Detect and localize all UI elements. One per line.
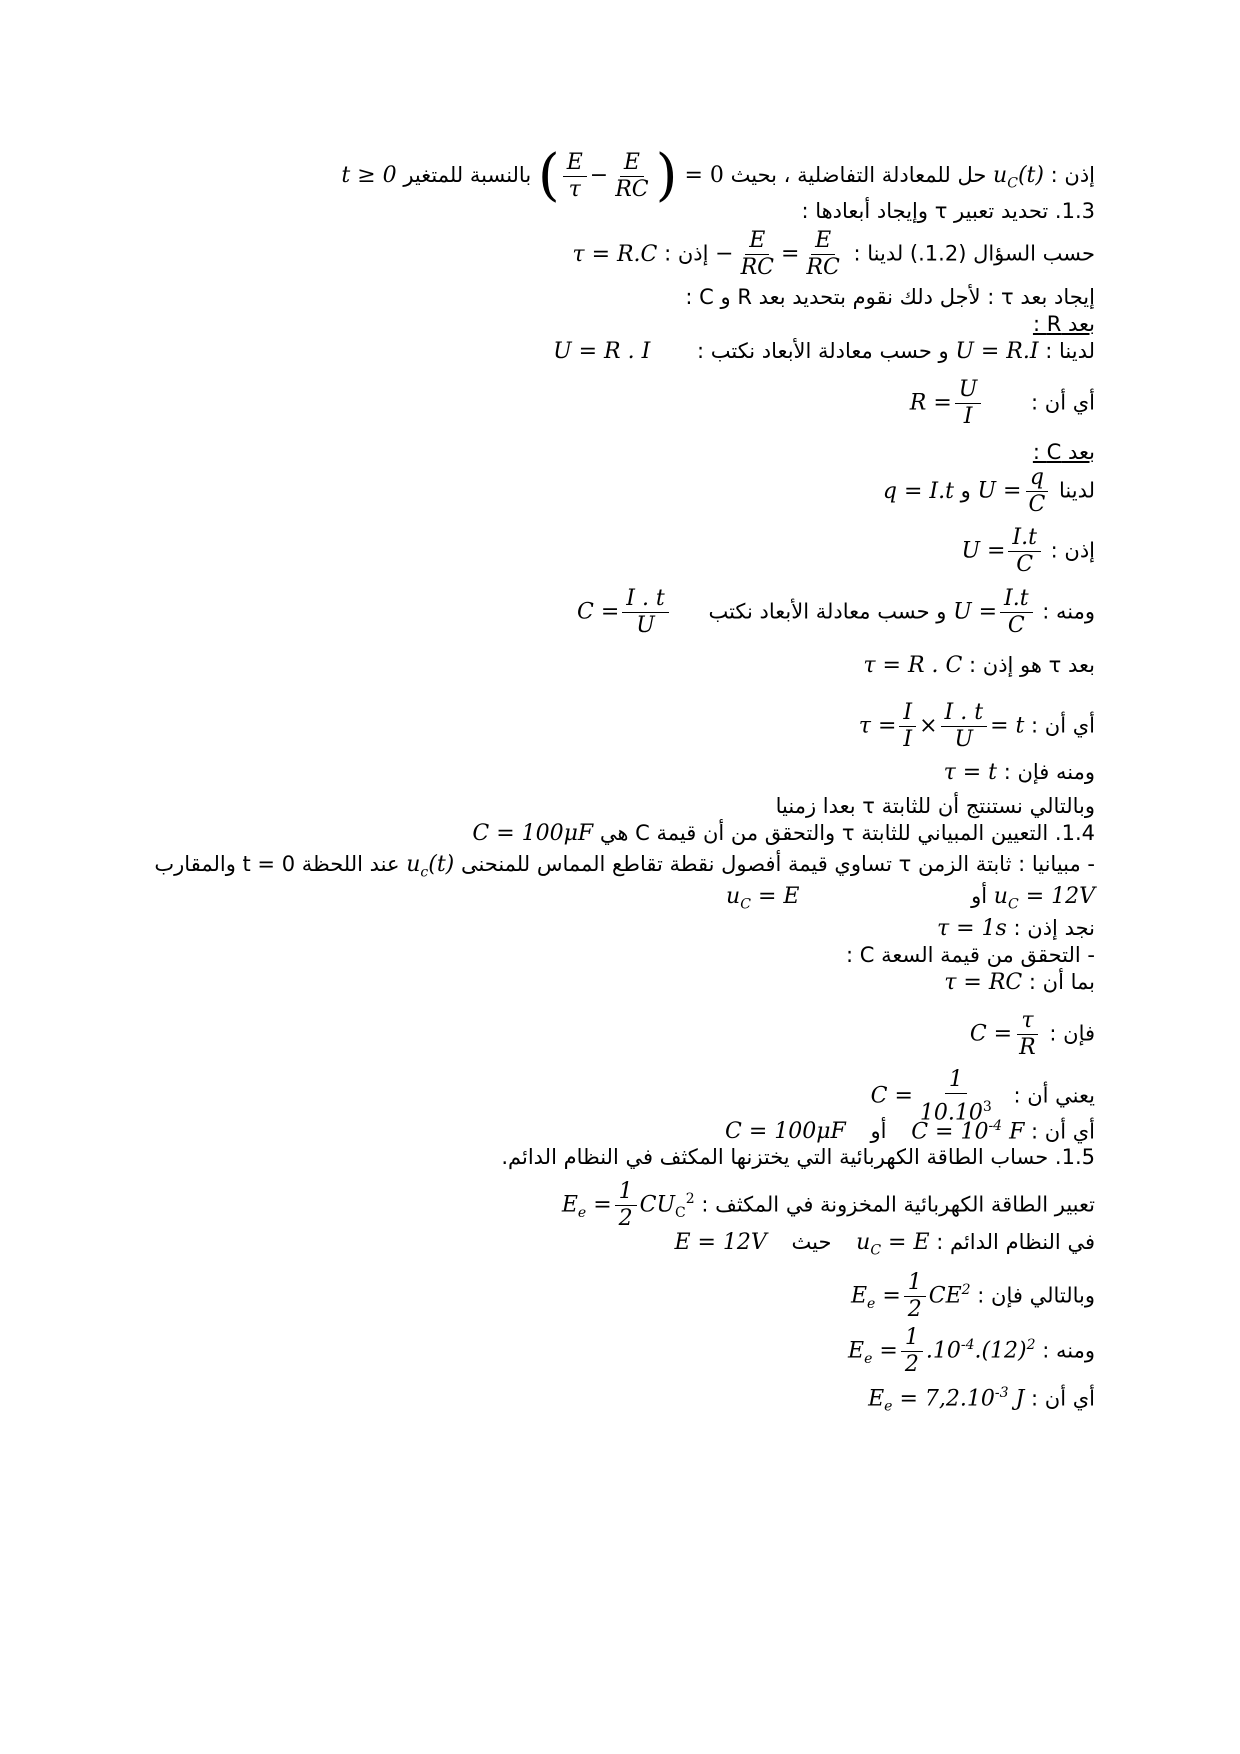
equation-zero: ( $\frac{E}{\tau}$ − $\frac{E}{RC}$ ) = 0 bbox=[537, 143, 724, 208]
uc-t: $u_C(t)$ bbox=[993, 163, 1044, 192]
text: - مبيانيا : ثابتة الزمن τ تساوي قيمة أفصول نقطة تقاطع المماس للمنحنى bbox=[460, 852, 1095, 876]
equation: C = $\frac{I . t}{U}$ bbox=[577, 586, 672, 639]
text: أو bbox=[971, 884, 988, 908]
equation: U = $\frac{I.t}{C}$ bbox=[953, 586, 1036, 639]
equation: C = 100μF bbox=[472, 821, 594, 846]
text: في النظام الدائم : bbox=[936, 1230, 1095, 1254]
text: إذن : bbox=[1050, 163, 1095, 187]
equation: q = I.t bbox=[882, 478, 954, 504]
text: بالنسبة للمتغير bbox=[403, 163, 532, 187]
text: 1.4. التعيين المبياني للثابتة τ والتحقق من أن قيمة C هي bbox=[599, 821, 1095, 845]
text: و bbox=[960, 478, 971, 503]
text: لدينا : bbox=[1045, 339, 1095, 363]
line-u-ri bbox=[553, 337, 1095, 366]
line-r-u-i bbox=[910, 377, 1095, 430]
line-u-q-c bbox=[883, 465, 1095, 518]
line-tau-dim bbox=[863, 651, 1095, 680]
line-energy-result bbox=[868, 1379, 1095, 1421]
line-energy-ce2 bbox=[851, 1270, 1095, 1323]
equation: $E_e = 7,2.10^{-3}$ J bbox=[868, 1385, 1025, 1415]
line-tau-value bbox=[937, 914, 1095, 943]
equation: $u_C = E$ bbox=[726, 884, 800, 913]
tau-equation: τ = R.C bbox=[572, 241, 658, 267]
text: لدينا bbox=[1058, 478, 1095, 503]
line-conclusion-time: وبالتالي نستنتج أن للثابتة τ بعدا زمنيا bbox=[775, 794, 1095, 818]
text: وبالتالي فإن : bbox=[977, 1283, 1095, 1308]
text: أي أن : bbox=[1031, 713, 1095, 738]
heading-dim-c: بعد C : bbox=[1032, 440, 1095, 464]
equation: τ = t bbox=[943, 760, 998, 785]
line-tau-rc bbox=[572, 228, 1095, 281]
equation: τ = RC bbox=[944, 970, 1023, 995]
line-asymptote bbox=[726, 882, 1095, 918]
equation: C = $\frac{1}{10.10^3}$ bbox=[870, 1067, 992, 1126]
equation: − $\frac{E}{RC}$ = $\frac{E}{RC}$ bbox=[715, 228, 840, 280]
equation: $E_e$ = $\frac{1}{2}$ $.10^{-4}.(12)^2$ bbox=[848, 1325, 1036, 1377]
line-c-result bbox=[725, 1112, 1095, 1146]
text: بما أن : bbox=[1028, 970, 1095, 994]
text: يعني أن : bbox=[1013, 1083, 1095, 1108]
equation: $E_e$ = $\frac{1}{2}$ $CU_C^2$ bbox=[561, 1179, 695, 1231]
section-heading-1-5: 1.5. حساب الطاقة الكهربائية التي يختزنها المكثف في النظام الدائم. bbox=[501, 1145, 1095, 1169]
section-heading-1-3: 1.3. تحديد تعبير τ وإيجاد أبعادها : bbox=[801, 199, 1095, 223]
text: أي أن : bbox=[1031, 1386, 1095, 1411]
line-tau-rc-2 bbox=[944, 968, 1095, 997]
equation: E = 12V bbox=[674, 1230, 767, 1255]
line-tau-t bbox=[944, 758, 1095, 787]
equation: $C = 10^{-4}$ F bbox=[911, 1118, 1025, 1145]
equation: U = $\frac{q}{C}$ bbox=[977, 465, 1052, 518]
equation: $E_e$ = $\frac{1}{2}$ $CE^2$ bbox=[850, 1270, 971, 1322]
text: ومنه فإن : bbox=[1003, 760, 1095, 784]
line-verify-c: - التحقق من قيمة السعة C : bbox=[845, 943, 1095, 967]
line-steady-state bbox=[674, 1228, 1095, 1264]
equation: C = $\frac{\tau}{R}$ bbox=[969, 1008, 1036, 1060]
text: إذن : bbox=[1050, 538, 1095, 563]
line-energy-expression bbox=[562, 1179, 1095, 1232]
equation: τ = R . C bbox=[863, 653, 963, 678]
line-c-tau-r bbox=[970, 1008, 1095, 1061]
text: نجد إذن : bbox=[1013, 916, 1095, 940]
equation: $u_C = 12V$ bbox=[993, 884, 1095, 913]
text: تعبير الطاقة الكهربائية المخزونة في المكثف : bbox=[701, 1192, 1095, 1217]
text: إذن : bbox=[664, 241, 709, 266]
line-dimension: إيجاد بعد τ : لأجل دلك نقوم بتحديد بعد R و C : bbox=[685, 285, 1095, 309]
t-condition: t ≥ 0 bbox=[341, 163, 397, 188]
line-tau-product bbox=[859, 700, 1095, 753]
uc-t: $u_c(t)$ bbox=[406, 852, 455, 881]
heading-dim-r: بعد R : bbox=[1032, 312, 1095, 336]
equation: U = R . I bbox=[553, 339, 651, 364]
text: فإن : bbox=[1049, 1021, 1095, 1046]
equation: U = $\frac{I.t}{C}$ bbox=[961, 525, 1044, 578]
line-energy-numeric bbox=[848, 1325, 1095, 1378]
section-heading-1-4 bbox=[472, 819, 1095, 848]
text: و حسب معادلة الأبعاد نكتب : bbox=[696, 339, 949, 363]
line-c-it-u bbox=[577, 586, 1095, 639]
text: ومنه : bbox=[1042, 1338, 1095, 1363]
text: أي أن : bbox=[1031, 390, 1095, 415]
equation: τ = $\frac{I}{I}$ × $\frac{I . t}{U}$ = t bbox=[858, 700, 1025, 752]
text: حيث bbox=[791, 1230, 832, 1254]
text: عند اللحظة t = 0 والمقارب bbox=[154, 852, 400, 876]
equation: R = $\frac{U}{I}$ bbox=[910, 377, 985, 430]
equation: U = R.I bbox=[955, 339, 1039, 364]
text: أي أن : bbox=[1031, 1119, 1095, 1144]
line-u-it-c bbox=[961, 525, 1095, 578]
text: حسب السؤال (1.2.) لدينا : bbox=[853, 241, 1095, 266]
equation: C = 100μF bbox=[725, 1119, 846, 1145]
equation: τ = 1s bbox=[936, 916, 1007, 941]
text: ومنه : bbox=[1042, 599, 1095, 624]
text: أو bbox=[870, 1119, 887, 1144]
line-conclusion bbox=[341, 143, 1095, 208]
text: حل للمعادلة التفاضلية ، بحيث bbox=[730, 163, 987, 187]
text: بعد τ هو إذن : bbox=[969, 653, 1095, 677]
equation: $u_C = E$ bbox=[856, 1230, 930, 1259]
line-graphical bbox=[154, 850, 1095, 886]
text: و حسب معادلة الأبعاد نكتب bbox=[708, 599, 947, 624]
